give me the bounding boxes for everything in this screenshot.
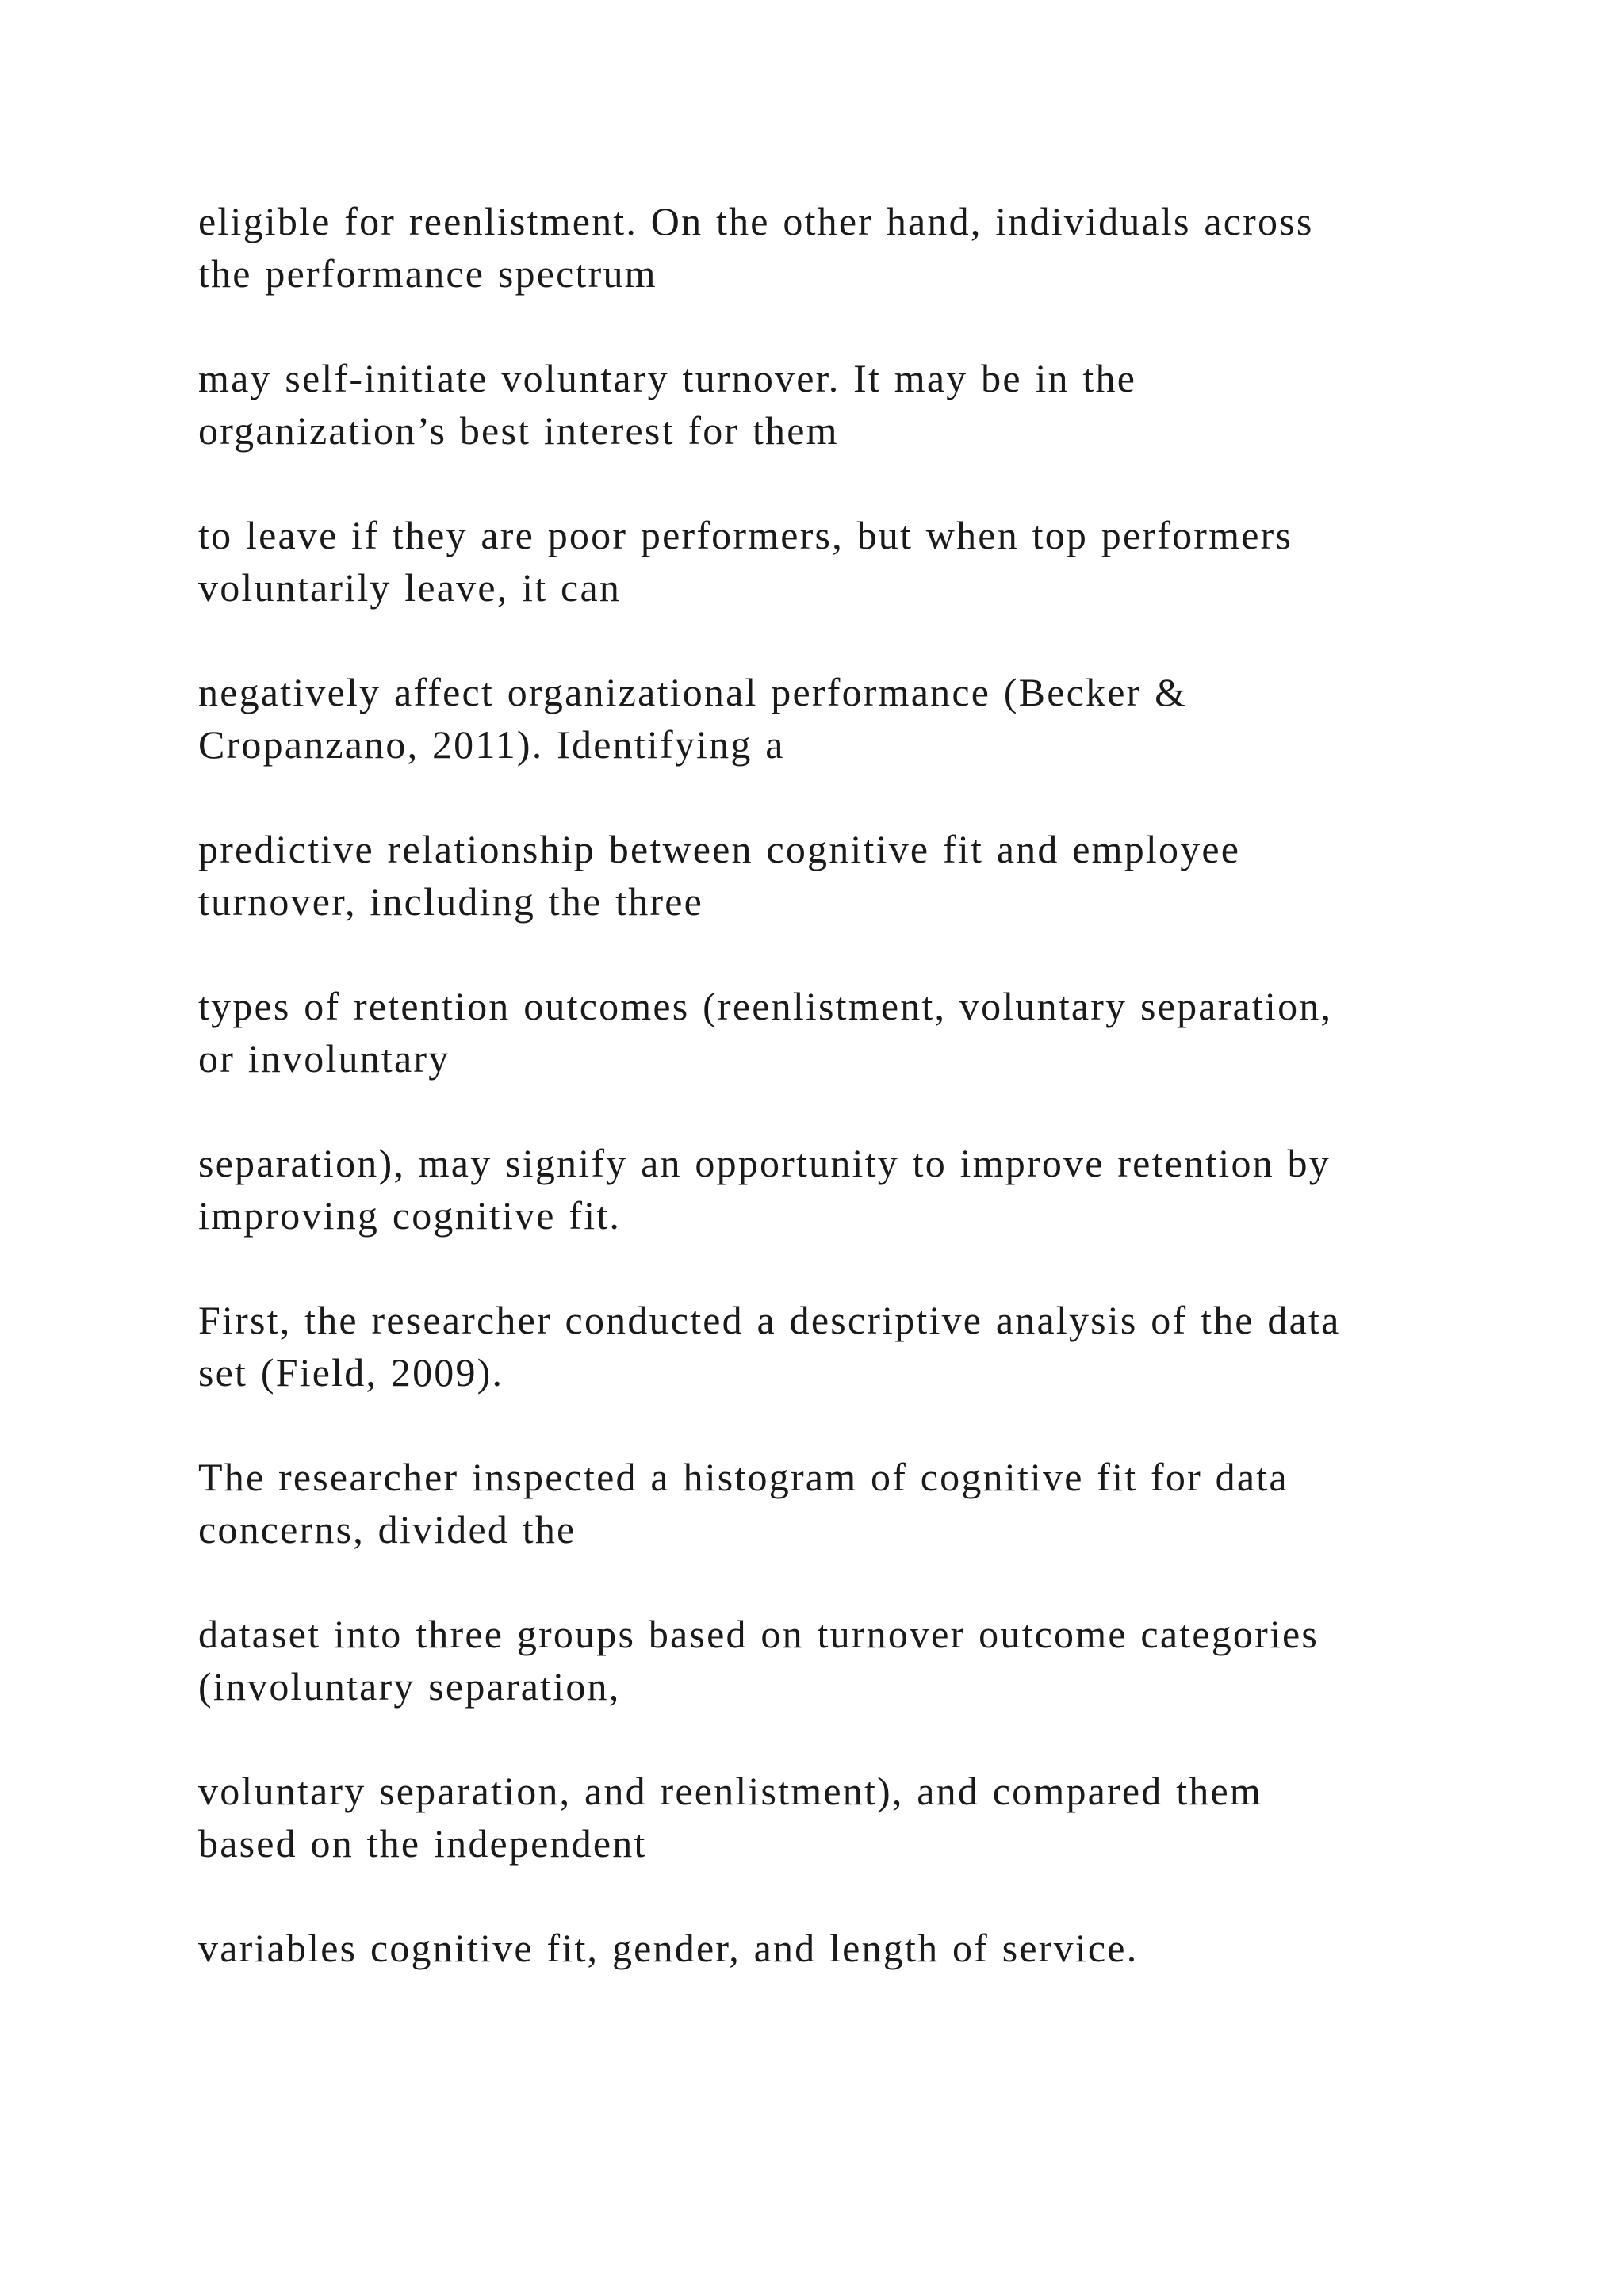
text-line: First, the researcher conducted a descriptive analysis of the data <box>198 1298 1341 1342</box>
paragraph-7 <box>198 1137 1499 1242</box>
text-line: dataset into three groups based on turnover outcome categories <box>198 1612 1320 1656</box>
text-line: voluntary separation, and reenlistment), and compared them <box>198 1769 1262 1813</box>
paragraph-11 <box>198 1765 1499 1869</box>
text-line: the performance spectrum <box>198 251 657 296</box>
text-line: organization’s best interest for them <box>198 408 839 453</box>
paragraph-5 <box>198 823 1499 928</box>
body-text <box>198 195 1499 1974</box>
text-line: or involuntary <box>198 1036 450 1081</box>
paragraph-2 <box>198 352 1499 457</box>
text-line: voluntarily leave, it can <box>198 565 622 610</box>
text-line: concerns, divided the <box>198 1507 576 1552</box>
paragraph-6 <box>198 980 1499 1085</box>
text-line: The researcher inspected a histogram of cognitive fit for data <box>198 1455 1289 1499</box>
paragraph-10 <box>198 1608 1499 1712</box>
paragraph-4 <box>198 666 1499 771</box>
paragraph-9 <box>198 1451 1499 1556</box>
text-line: set (Field, 2009). <box>198 1350 504 1395</box>
text-line: predictive relationship between cognitive fit and employee <box>198 827 1241 871</box>
text-line: improving cognitive fit. <box>198 1193 622 1238</box>
text-line: negatively affect organizational performance (Becker & <box>198 670 1188 714</box>
text-line: eligible for reenlistment. On the other hand, individuals across <box>198 199 1314 243</box>
paragraph-3 <box>198 509 1499 614</box>
text-line: may self-initiate voluntary turnover. It may be in the <box>198 356 1137 400</box>
paragraph-1 <box>198 195 1499 300</box>
text-line: (involuntary separation, <box>198 1664 621 1709</box>
text-line: based on the independent <box>198 1821 647 1866</box>
text-line: to leave if they are poor performers, but when top performers <box>198 513 1293 557</box>
text-line: variables cognitive fit, gender, and length of service. <box>198 1926 1139 1970</box>
paragraph-8 <box>198 1294 1499 1399</box>
text-line: types of retention outcomes (reenlistment, voluntary separation, <box>198 984 1333 1028</box>
text-line: turnover, including the three <box>198 879 704 924</box>
paragraph-12 <box>198 1922 1499 1974</box>
text-line: Cropanzano, 2011). Identifying a <box>198 722 785 767</box>
text-line: separation), may signify an opportunity to improve retention by <box>198 1141 1331 1185</box>
